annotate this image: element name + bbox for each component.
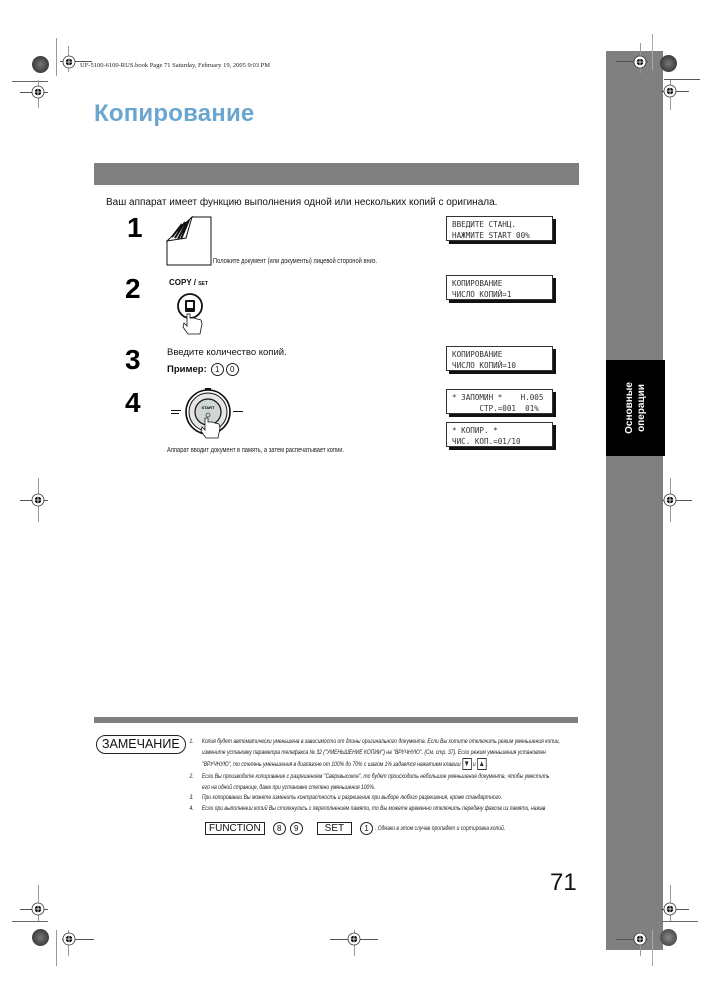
notes-divider-bar (94, 717, 578, 723)
set-key: SET (317, 822, 352, 835)
digit-key-0: 0 (226, 363, 239, 376)
note-item (189, 772, 550, 793)
crop-mark (662, 921, 698, 922)
note-line-text: "ВРУЧНУЮ", то степень уменьшения в диапазоне от 100% до 70% с шагом 1% задается нажатием клавиш (201, 761, 461, 768)
page-number: 71 (550, 869, 577, 896)
note-number: 1. (189, 738, 194, 745)
note-line: Если Вы производите копирование с разрешением "Сверхвысокое", то будет происходить небольшое уменьшение документа, чтобы уместить (201, 773, 550, 780)
step-number: 1 (127, 212, 143, 243)
lcd-line: НАЖМИТЕ START 00% (452, 231, 530, 240)
note-line: При копировании Вы можете изменить контрастность и разрешение при выборе любого разрешения, кроме стандартного. (201, 794, 503, 801)
color-target-icon (32, 56, 49, 73)
step-number: 2 (125, 273, 141, 304)
lcd-line: ЧИС. КОП.=01/10 (452, 437, 521, 446)
lcd-display (446, 389, 553, 414)
lcd-line: КОПИРОВАНИЕ (452, 279, 503, 288)
registration-mark-icon (633, 55, 647, 69)
section-bar (94, 163, 579, 185)
lcd-display (446, 216, 553, 241)
conjunction-text: и (472, 761, 476, 768)
note-line: измените установку параметра телефакса № 32 ("УМЕНЬШЕНИЕ КОПИИ") на "ВРУЧНУЮ". (См. стр. 37). Если режим уменьшения установлен (201, 748, 546, 756)
chapter-tab (606, 360, 665, 456)
copy-key-text: COPY / (169, 278, 196, 287)
crop-mark (652, 34, 653, 70)
svg-text:START: START (201, 405, 215, 410)
digit-key-1: 1 (360, 822, 373, 835)
registration-mark-icon (62, 55, 76, 69)
notes-list (191, 737, 591, 814)
intro-text: Ваш аппарат имеет функцию выполнения одной или нескольких копий с оригинала. (106, 197, 498, 208)
set-key-text: SET (198, 281, 208, 287)
step-number: 4 (125, 387, 141, 418)
lcd-line: КОПИРОВАНИЕ (452, 350, 503, 359)
registration-mark-icon (31, 902, 45, 916)
registration-mark-icon (31, 85, 45, 99)
lcd-display (446, 346, 553, 371)
registration-mark-icon (663, 84, 677, 98)
crop-mark (12, 81, 48, 82)
step-caption: Аппарат вводит документ в память, а затем распечатывает копии. (167, 447, 345, 454)
note-number: 4. (189, 804, 194, 812)
lcd-line: * КОПИР. * (452, 426, 498, 435)
registration-mark-icon (31, 493, 45, 507)
example-label: Пример: (167, 364, 207, 375)
note-badge: ЗАМЕЧАНИЕ (96, 735, 186, 754)
note-line: Копия будет автоматически уменьшена в зависимости от длины оригинального документа. Если Вы хотите отключить режим уменьшения копии, (201, 738, 560, 745)
start-button-press-icon (165, 388, 255, 451)
chapter-tab-line-1: Основные (623, 382, 635, 434)
registration-mark-icon (347, 932, 361, 946)
note-line: Если при выполнении копий Вы столкнулись с переполнением памяти, то Вы можете временно отключить передачу факсов из памяти, нажав (201, 804, 546, 812)
step-instruction: Введите количество копий. (167, 347, 287, 358)
lcd-line: СТР.=001 01% (452, 404, 539, 413)
note-item (189, 737, 560, 772)
note-item (189, 804, 546, 815)
step-caption: Положите документ (или документы) лицевой стороной вниз. (213, 258, 378, 265)
chapter-tab-line-2: операции (635, 384, 647, 432)
chapter-side-strip (606, 51, 663, 950)
up-arrow-key-icon: ▲ (478, 759, 485, 769)
copy-set-key-label (169, 278, 208, 287)
crop-mark (652, 930, 653, 966)
period-text: . (486, 761, 488, 768)
registration-mark-icon (633, 932, 647, 946)
print-header-line: UF-5100-6100-RUS.book Page 71 Saturday, February 19, 2005 9:03 PM (80, 62, 271, 69)
registration-mark-icon (62, 932, 76, 946)
function-key: FUNCTION (205, 822, 265, 835)
document-feed-icon (166, 216, 214, 271)
registration-mark-icon (663, 493, 677, 507)
step-number: 3 (125, 344, 141, 375)
note-number: 2. (189, 773, 194, 780)
lcd-line: ВВЕДИТЕ СТАНЦ. (452, 220, 517, 229)
lcd-line: ЧИСЛО КОПИЙ=10 (452, 361, 517, 370)
color-target-icon (660, 55, 677, 72)
color-target-icon (32, 929, 49, 946)
digit-key-9: 9 (290, 822, 303, 835)
note-line (202, 758, 503, 772)
lcd-line: ЧИСЛО КОПИЙ=1 (452, 290, 512, 299)
lcd-display (446, 422, 553, 447)
digit-key-1: 1 (211, 363, 224, 376)
lcd-display (446, 275, 553, 300)
note-number: 3. (189, 794, 194, 801)
page-title: Копирование (94, 100, 255, 127)
digit-key-8: 8 (273, 822, 286, 835)
color-target-icon (660, 929, 677, 946)
example-keys (167, 363, 241, 376)
note-item (191, 793, 503, 804)
key-sequence-tail: . Однако в этом случае пропадет и сортировка копий. (375, 825, 506, 832)
down-arrow-key-icon: ▼ (463, 759, 470, 769)
registration-mark-icon (663, 902, 677, 916)
crop-mark (12, 921, 48, 922)
key-sequence (205, 822, 542, 835)
copy-button-press-icon (174, 290, 210, 341)
crop-mark (56, 38, 57, 76)
crop-mark (56, 930, 57, 966)
lcd-line: * ЗАПОМИН * Н.005 (452, 393, 544, 402)
note-line: его на одной странице, даже при установке степени уменьшения 100%. (201, 783, 376, 791)
